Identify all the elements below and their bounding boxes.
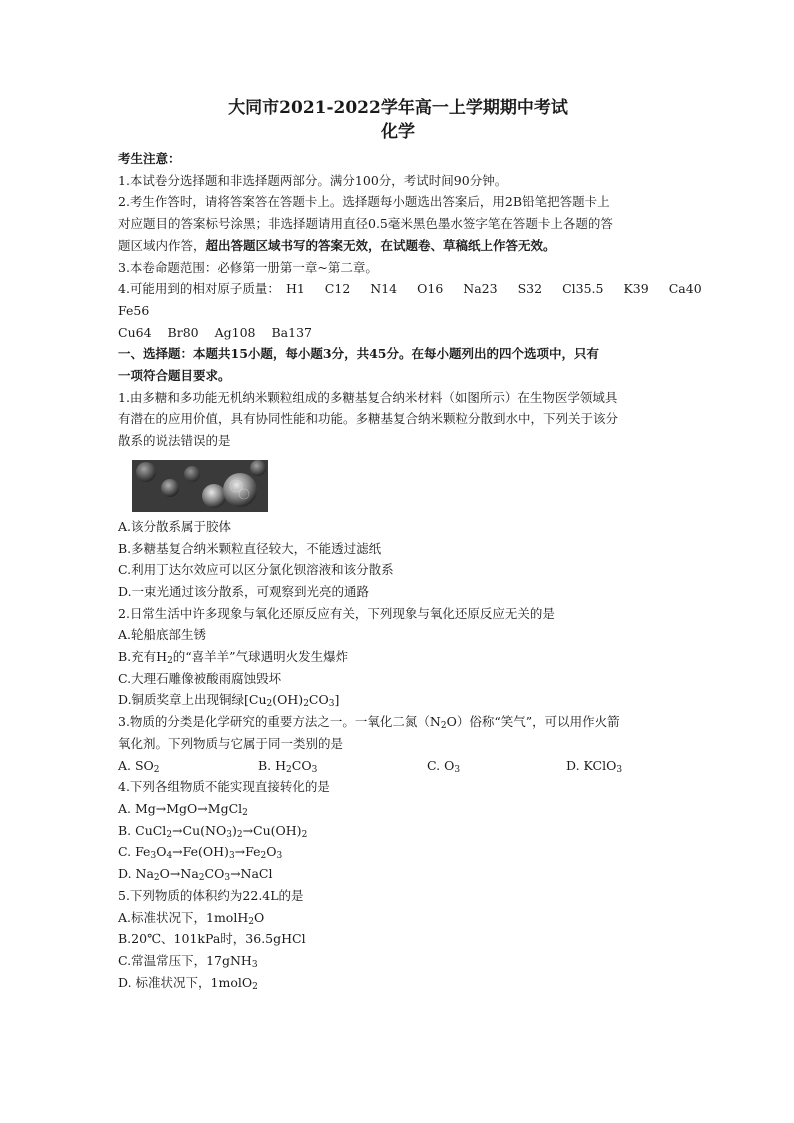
notice-text: 题区域内作答， — [118, 237, 206, 253]
subscript: 3 — [276, 851, 283, 862]
subscript: 2 — [198, 873, 205, 884]
q4-option-b — [118, 820, 678, 842]
subscript: 2 — [153, 764, 160, 775]
q3-option-d — [566, 755, 622, 777]
text: 3.物质的分类是化学研究的重要方法之一。一氧化二氮（N — [118, 714, 441, 730]
subscript: 2 — [236, 829, 243, 840]
q2-option-a: A.轮船底部生锈 — [118, 627, 207, 643]
subscript: 3 — [311, 764, 318, 775]
atom-mass: Na23 — [463, 281, 498, 297]
notice-bold-warning: 超出答题区域书写的答案无效，在试题卷、草稿纸上作答无效。 — [205, 237, 556, 253]
q1-stem-line-1: 1.由多糖和多功能无机纳米颗粒组成的多糖基复合纳米材料（如图所示）在生物医学领域具 — [118, 389, 618, 405]
section-1-heading-line-2: 一项符合题目要求。 — [118, 368, 231, 384]
subscript: 3 — [150, 851, 157, 862]
text: CO — [204, 866, 225, 882]
text: O→Na — [159, 866, 199, 882]
nanoparticle-image — [132, 460, 268, 512]
text: B.充有H — [118, 649, 168, 665]
text: B. CuCl — [118, 822, 167, 838]
atom-mass: Cu64 — [118, 324, 152, 340]
subscript: 3 — [224, 873, 231, 884]
subscript: 2 — [167, 656, 173, 667]
subscript: 2 — [301, 829, 308, 840]
q3-option-b — [258, 755, 427, 777]
text: (OH) — [272, 692, 304, 708]
text: B. H — [258, 757, 287, 773]
subscript: 2 — [266, 699, 273, 710]
text: A. Mg→MgO→MgCl — [118, 800, 243, 816]
text: O — [253, 909, 265, 925]
text: ] — [334, 692, 340, 708]
notice-item-3: 3.本卷命题范围：必修第一册第一章~第二章。 — [118, 259, 378, 275]
q5-stem: 5.下列物质的体积约为22.4L的是 — [118, 887, 304, 903]
q4-stem: 4.下列各组物质不能实现直接转化的是 — [118, 779, 330, 795]
q2-option-b — [118, 646, 678, 668]
subscript: 3 — [251, 959, 258, 970]
subscript: 2 — [303, 699, 309, 710]
q3-stem-line-1 — [118, 711, 678, 733]
subscript: 2 — [166, 829, 173, 840]
subscript: 2 — [440, 721, 447, 732]
atom-mass: H1 — [285, 281, 305, 297]
q1-option-d: D.一束光通过该分散系，可观察到光亮的通路 — [118, 583, 370, 599]
atoms-label: 4.可能用到的相对原子质量： — [118, 281, 280, 297]
atom-mass: Ca40 — [668, 281, 702, 297]
notice-item-2-line-3 — [118, 235, 678, 257]
text: D. 标准状况下，1molO — [118, 974, 253, 990]
q4-option-c — [118, 841, 678, 863]
subscript: 3 — [226, 829, 232, 840]
q5-option-a — [118, 907, 678, 929]
exam-title: 大同市2021-2022学年高一上学期期中考试 — [228, 98, 568, 118]
text: A.标准状况下，1molH — [118, 909, 249, 925]
text: O — [156, 844, 167, 860]
atom-mass: S32 — [517, 281, 543, 297]
text: →Cu(NO — [172, 822, 227, 838]
atom-mass: C12 — [324, 281, 351, 297]
notice-item-1: 1.本试卷分选择题和非选择题两部分。满分100分，考试时间90分钟。 — [118, 172, 508, 188]
text: →Fe(OH) — [172, 844, 229, 860]
subscript: 2 — [252, 981, 258, 992]
q3-option-a — [118, 755, 258, 777]
q4-option-d — [118, 863, 678, 885]
atom-mass: K39 — [623, 281, 649, 297]
text: CO — [308, 692, 329, 708]
text: →NaCl — [230, 866, 273, 882]
text: C. O — [427, 757, 455, 773]
atoms-row-3 — [118, 322, 678, 344]
q1-stem-line-2: 有潜在的应用价值，具有协同性能和功能。多糖基复合纳米颗粒分散到水中，下列关于该分 — [118, 411, 619, 427]
atom-mass: Br80 — [167, 324, 199, 340]
text: C.常温常压下，17gNH — [118, 952, 252, 968]
text: A. SO — [118, 757, 154, 773]
q5-option-d — [118, 972, 678, 994]
q1-option-c: C.利用丁达尔效应可以区分氯化钡溶液和该分散系 — [118, 562, 394, 578]
q3-options — [118, 755, 678, 777]
exam-subject: 化学 — [381, 122, 415, 142]
section-1-heading-line-1: 一、选择题：本题共15小题，每小题3分，共45分。在每小题列出的四个选项中，只有 — [118, 346, 599, 362]
notice-item-2-line-1: 2.考生作答时，请将答案答在答题卡上。选择题每小题选出答案后，用2B铅笔把答题卡上 — [118, 194, 610, 210]
q1-option-b: B.多糖基复合纳米颗粒直径较大，不能透过滤纸 — [118, 540, 382, 556]
atom-mass: O16 — [417, 281, 444, 297]
notice-item-4 — [118, 278, 702, 300]
q2-option-c: C.大理石雕像被酸雨腐蚀毁坏 — [118, 670, 282, 686]
atom-mass: Ba137 — [271, 324, 312, 340]
text: →Fe — [234, 844, 261, 860]
exam-page — [118, 96, 702, 993]
subscript: 3 — [454, 764, 461, 775]
text: CO — [291, 757, 312, 773]
subscript: 2 — [248, 916, 254, 927]
subscript: 3 — [328, 699, 335, 710]
q5-option-c — [118, 950, 678, 972]
subscript: 4 — [166, 851, 173, 862]
q3-option-c — [427, 755, 566, 777]
text: D. KClO — [566, 757, 617, 773]
text: O）俗称“笑气”，可以用作火箭 — [446, 714, 620, 730]
q5-option-b: B.20℃、101kPa时，36.5gHCl — [118, 931, 306, 947]
text: O — [266, 844, 277, 860]
subscript: 3 — [228, 851, 235, 862]
subscript: 2 — [153, 873, 160, 884]
nanoparticle-illustration — [132, 460, 268, 512]
q3-stem-line-2: 氧化剂。下列物质与它属于同一类别的是 — [118, 735, 344, 751]
text: 的“喜羊羊”气球遇明火发生爆炸 — [172, 649, 349, 665]
atoms-row-2: Fe56 — [118, 302, 150, 318]
q1-stem-line-3: 散系的说法错误的是 — [118, 433, 231, 449]
subscript: 2 — [260, 851, 267, 862]
q2-stem: 2.日常生活中许多现象与氧化还原反应有关，下列现象与氧化还原反应无关的是 — [118, 605, 555, 621]
atom-mass: Cl35.5 — [562, 281, 604, 297]
subscript: 2 — [286, 764, 292, 775]
text: ) — [231, 822, 237, 838]
atom-mass: Ag108 — [214, 324, 256, 340]
q1-option-a: A.该分散系属于胶体 — [118, 518, 232, 534]
text: C. Fe — [118, 844, 151, 860]
notice-heading: 考生注意： — [118, 151, 181, 166]
q2-option-d — [118, 689, 678, 711]
notice-item-2-line-2: 对应题目的答案标号涂黑；非选择题请用直径0.5毫米黑色墨水签字笔在答题卡上各题的答 — [118, 216, 613, 232]
atom-mass: N14 — [370, 281, 398, 297]
text: D.铜质奖章上出现铜绿[Cu — [118, 692, 267, 708]
q4-option-a — [118, 798, 678, 820]
text: D. Na — [118, 866, 154, 882]
subscript: 3 — [616, 764, 623, 775]
subscript: 2 — [242, 807, 248, 818]
text: →Cu(OH) — [242, 822, 302, 838]
